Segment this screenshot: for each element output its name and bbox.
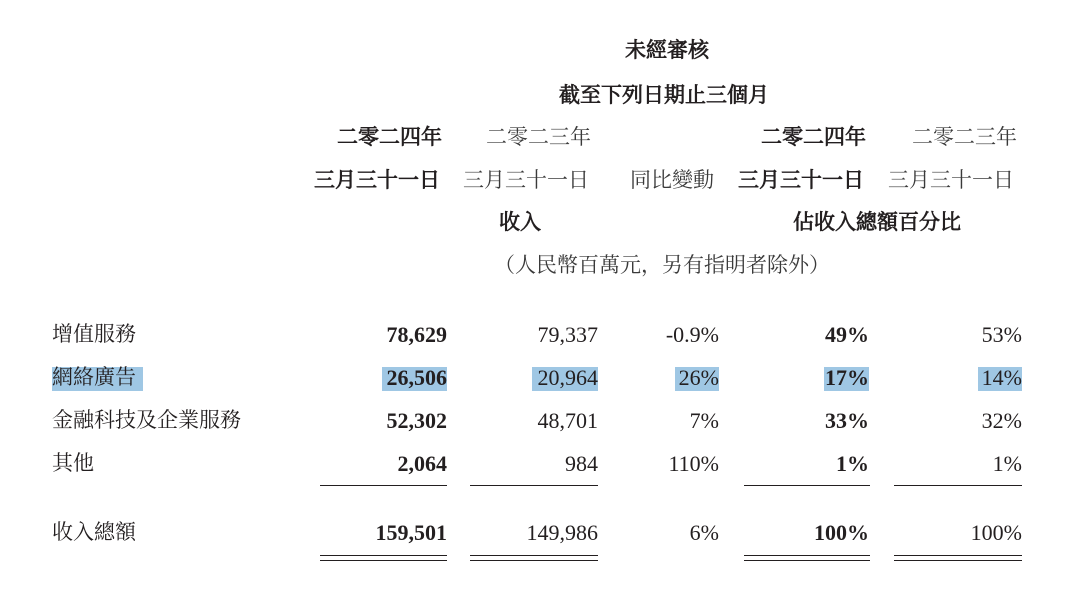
- row-pct2024: 49%: [825, 322, 869, 347]
- audit-heading: 未經審核: [625, 38, 709, 62]
- row-yoy: 110%: [668, 451, 719, 476]
- date-2023-pct-heading: 三月三十一日: [888, 168, 1014, 192]
- row-rev2023: 79,337: [537, 322, 598, 347]
- period-heading: 截至下列日期止三個月: [559, 83, 769, 107]
- total-rule-pct2023-b: [894, 560, 1022, 561]
- total-pct2023: 100%: [970, 520, 1022, 545]
- row-pct2023: 14%: [981, 365, 1022, 390]
- row-label: 金融科技及企業服務: [52, 408, 241, 432]
- row-pct2023: 1%: [992, 451, 1022, 476]
- total-rule-rev2023-a: [470, 555, 598, 556]
- total-rev2024: 159,501: [375, 520, 447, 545]
- row-yoy: -0.9%: [665, 322, 719, 347]
- row-yoy: 26%: [678, 365, 719, 390]
- date-2023-revenue-heading: 三月三十一日: [463, 168, 589, 192]
- total-rule-pct2024-b: [744, 560, 870, 561]
- year-2024-pct-heading: 二零二四年: [761, 125, 866, 149]
- row-pct2023: 53%: [981, 322, 1022, 347]
- row-pct2024: 33%: [825, 408, 869, 433]
- row-pct2024: 1%: [836, 451, 869, 476]
- row-pct2024: 17%: [825, 365, 869, 390]
- subtotal-rule-rev2023: [470, 485, 598, 486]
- date-2024-pct-heading: 三月三十一日: [738, 168, 864, 192]
- total-rev2023: 149,986: [526, 520, 598, 545]
- total-rule-rev2023-b: [470, 560, 598, 561]
- year-2024-revenue-heading: 二零二四年: [337, 125, 442, 149]
- row-rev2023: 48,701: [537, 408, 598, 433]
- total-rule-pct2023-a: [894, 555, 1022, 556]
- row-label: 增值服務: [52, 322, 136, 346]
- row-label: 網絡廣告: [52, 365, 136, 389]
- total-rule-rev2024-b: [320, 560, 447, 561]
- row-rev2023: 984: [565, 451, 598, 476]
- row-rev2024: 52,302: [386, 408, 447, 433]
- subtotal-rule-rev2024: [320, 485, 447, 486]
- year-2023-revenue-heading: 二零二三年: [486, 125, 591, 149]
- row-rev2024: 2,064: [397, 451, 447, 476]
- subtotal-rule-pct2023: [894, 485, 1022, 486]
- date-2024-revenue-heading: 三月三十一日: [314, 168, 440, 192]
- pct-group-heading: 佔收入總額百分比: [793, 210, 961, 234]
- row-rev2024: 26,506: [386, 365, 447, 390]
- row-label: 其他: [52, 451, 94, 475]
- unit-note: （人民幣百萬元，另有指明者除外）: [494, 253, 830, 277]
- subtotal-rule-pct2024: [744, 485, 870, 486]
- total-pct2024: 100%: [814, 520, 869, 545]
- yoy-heading: 同比變動: [630, 168, 714, 192]
- year-2023-pct-heading: 二零二三年: [912, 125, 1017, 149]
- row-yoy: 7%: [689, 408, 719, 433]
- total-rule-pct2024-a: [744, 555, 870, 556]
- row-rev2024: 78,629: [386, 322, 447, 347]
- revenue-group-heading: 收入: [499, 210, 541, 234]
- total-label: 收入總額: [52, 520, 136, 544]
- total-yoy: 6%: [689, 520, 719, 545]
- row-rev2023: 20,964: [537, 365, 598, 390]
- total-rule-rev2024-a: [320, 555, 447, 556]
- row-pct2023: 32%: [981, 408, 1022, 433]
